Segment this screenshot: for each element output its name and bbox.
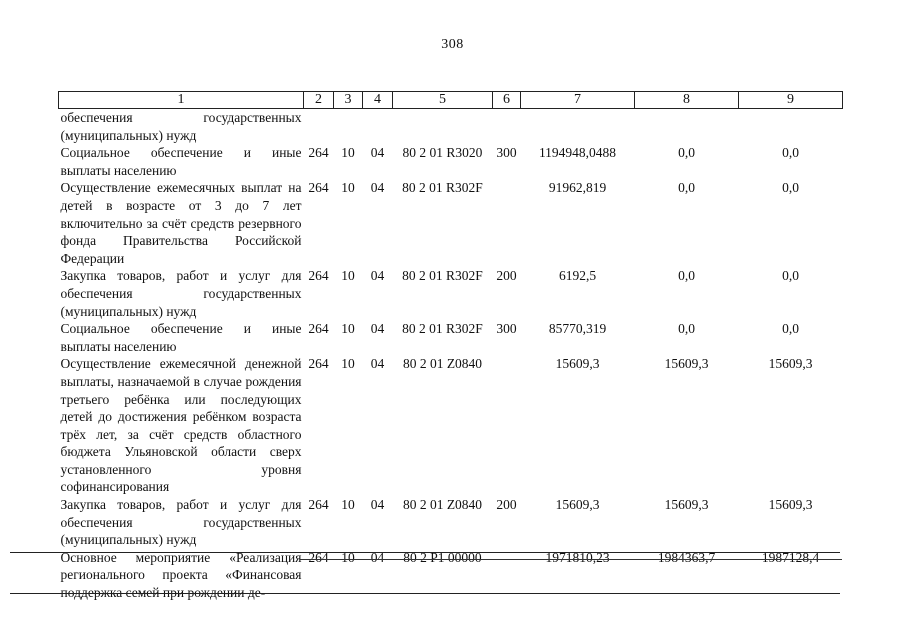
col-9-cell: 0,0 [782, 321, 799, 337]
col-7-cell: 6192,5 [558, 268, 597, 284]
row-name-cell: обеспечения государственных (муниципальных) нужд [60, 110, 302, 143]
col-9-cell: 0,0 [782, 145, 799, 161]
col-8-cell [635, 109, 739, 145]
col-3-cell: 10 [341, 321, 355, 337]
col-6-cell: 300 [496, 321, 517, 337]
table-row [59, 179, 843, 267]
col-9-cell: 15609,3 [768, 497, 813, 513]
page-rule-bottom [10, 593, 840, 594]
col-5-cell [393, 109, 493, 145]
col-2-cell: 264 [308, 145, 329, 161]
col-8-cell: 1984363,7 [657, 549, 716, 565]
col-5-cell: 80 2 01 R302F [402, 180, 483, 196]
row-name-cell: Закупка товаров, работ и услуг для обеспечения государственных (муниципальных) нужд [60, 497, 302, 548]
col-7-cell: 1194948,0488 [538, 145, 617, 161]
col-header-6: 6 [493, 92, 521, 109]
col-3-cell [334, 109, 363, 145]
col-9-cell [739, 109, 843, 145]
col-header-5: 5 [393, 92, 493, 109]
col-4-cell: 04 [370, 321, 385, 337]
col-3-cell: 10 [341, 356, 355, 372]
col-2-cell: 264 [308, 549, 329, 565]
col-7-cell: 85770,319 [548, 321, 607, 337]
col-header-4: 4 [363, 92, 393, 109]
col-2-cell: 264 [308, 321, 329, 337]
strike-line [300, 559, 842, 560]
col-5-cell: 80 2 01 R302F [402, 321, 483, 337]
col-header-3: 3 [334, 92, 363, 109]
col-5-cell: 80 2 P1 00000 [403, 549, 482, 565]
col-3-cell: 10 [341, 180, 355, 196]
col-7-cell: 15609,3 [555, 497, 600, 513]
page-number: 308 [441, 37, 464, 52]
col-4-cell: 04 [370, 497, 385, 513]
col-3-cell: 10 [341, 497, 355, 513]
col-6-cell: 300 [496, 145, 517, 161]
table-row [59, 496, 843, 549]
col-8-cell: 0,0 [678, 268, 695, 284]
col-4-cell [363, 109, 393, 145]
col-6-cell [493, 109, 521, 145]
page-rule-top [10, 552, 840, 553]
col-4-cell: 04 [370, 549, 385, 565]
col-8-cell: 0,0 [678, 145, 695, 161]
row-name-cell: Осуществление ежемесячных выплат на детей в возрасте от 3 до 7 лет включительно за счёт средств резервного фонда Правительства Российской Федерации [60, 180, 302, 266]
table-row [59, 355, 843, 496]
col-3-cell: 10 [341, 549, 355, 565]
row-name-cell: Закупка товаров, работ и услуг для обеспечения государственных (муниципальных) нужд [60, 268, 302, 319]
col-6-cell: 200 [496, 268, 517, 284]
table-row [59, 109, 843, 145]
col-9-cell: 0,0 [782, 180, 799, 196]
col-4-cell: 04 [370, 268, 385, 284]
col-8-cell: 0,0 [678, 321, 695, 337]
col-7-cell [521, 109, 635, 145]
col-2-cell: 264 [308, 356, 329, 372]
col-2-cell: 264 [308, 180, 329, 196]
row-name-cell: Социальное обеспечение и иные выплаты населению [60, 321, 302, 354]
col-header-2: 2 [304, 92, 334, 109]
col-4-cell: 04 [370, 356, 385, 372]
table-row [59, 267, 843, 320]
col-8-cell: 15609,3 [664, 497, 709, 513]
col-2-cell [304, 109, 334, 145]
table-row [59, 320, 843, 355]
col-5-cell: 80 2 01 R3020 [402, 145, 483, 161]
col-header-8: 8 [635, 92, 739, 109]
col-5-cell: 80 2 01 Z0840 [402, 356, 483, 372]
col-2-cell: 264 [308, 497, 329, 513]
header-row [59, 92, 843, 109]
col-7-cell: 91962,819 [548, 180, 607, 196]
col-8-cell: 15609,3 [664, 356, 709, 372]
col-7-cell: 15609,3 [555, 356, 600, 372]
col-header-9: 9 [739, 92, 843, 109]
col-3-cell: 10 [341, 145, 355, 161]
col-2-cell: 264 [308, 268, 329, 284]
col-4-cell: 04 [370, 145, 385, 161]
col-5-cell: 80 2 01 Z0840 [402, 497, 483, 513]
col-6-cell [493, 179, 521, 267]
col-5-cell: 80 2 01 R302F [402, 268, 483, 284]
col-7-cell: 1971810,23 [545, 549, 610, 565]
row-name-cell: Осуществление ежемесячной денежной выплаты, назначаемой в случае рождения третьего ребёнка или последующих детей до достижения ребёнком возраста трёх лет, за счёт средств областного бюджета Ульяновской области сверх установленного уровня софинансирования [60, 356, 302, 495]
col-8-cell: 0,0 [678, 180, 695, 196]
row-name-cell: Социальное обеспечение и иные выплаты населению [60, 145, 302, 178]
col-6-cell [493, 355, 521, 496]
col-9-cell: 0,0 [782, 268, 799, 284]
col-6-cell: 200 [496, 497, 517, 513]
col-9-cell: 15609,3 [768, 356, 813, 372]
table-row [59, 144, 843, 179]
col-9-cell: 1987128,4 [761, 549, 820, 565]
col-header-7: 7 [521, 92, 635, 109]
col-header-1: 1 [59, 92, 304, 109]
row-name-cell: Основное мероприятие «Реализация регионального проекта «Финансовая поддержка семей при рождении де- [60, 549, 302, 601]
col-3-cell: 10 [341, 268, 355, 284]
col-4-cell: 04 [370, 180, 385, 196]
budget-table [58, 91, 843, 602]
